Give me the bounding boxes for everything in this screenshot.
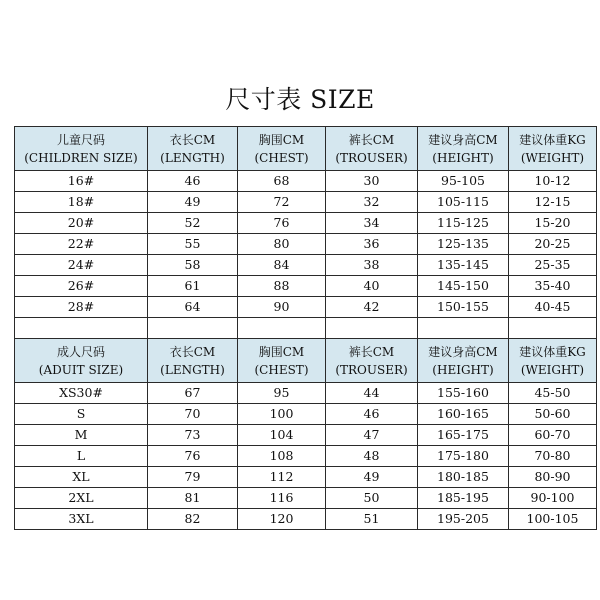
table-cell: L [15,446,148,467]
table-cell: 32 [326,192,418,213]
header-label-zh: 胸围CM [258,344,305,359]
table-cell: S [15,404,148,425]
table-cell: 150-155 [418,297,509,318]
table-cell: 115-125 [418,213,509,234]
table-row [15,404,597,425]
table-cell: 100-105 [509,509,597,530]
table-cell: 58 [148,255,238,276]
size-table [14,126,597,530]
header-label-en: (WEIGHT) [520,150,585,165]
table-cell: 35-40 [509,276,597,297]
table-cell: 80 [238,234,326,255]
header-label-zh: 裤长CM [348,344,395,359]
table-cell: 73 [148,425,238,446]
table-cell: 52 [148,213,238,234]
table-cell: XL [15,467,148,488]
table-cell: 42 [326,297,418,318]
table-cell: 25-35 [509,255,597,276]
table-cell: 180-185 [418,467,509,488]
header-label-en: (CHEST) [254,362,309,377]
table-cell: 160-165 [418,404,509,425]
table-cell: 120 [238,509,326,530]
table-cell: 90-100 [509,488,597,509]
table-cell: 165-175 [418,425,509,446]
table-cell: 49 [148,192,238,213]
header-label-en: (ADUIT SIZE) [38,362,124,377]
children-header-cell [326,127,418,171]
table-cell: 30 [326,171,418,192]
table-cell: 15-20 [509,213,597,234]
table-cell: 81 [148,488,238,509]
table-cell: 175-180 [418,446,509,467]
table-cell: 76 [148,446,238,467]
table-cell: 90 [238,297,326,318]
table-cell: 60-70 [509,425,597,446]
table-cell: 108 [238,446,326,467]
table-cell: 185-195 [418,488,509,509]
table-cell: 12-15 [509,192,597,213]
header-label-zh: 儿童尺码 [56,132,105,147]
table-cell: 48 [326,446,418,467]
table-cell: 49 [326,467,418,488]
header-label-zh: 衣长CM [169,132,216,147]
table-row [15,446,597,467]
table-row [15,509,597,530]
page-title: 尺寸表 SIZE [225,85,375,114]
table-cell: 38 [326,255,418,276]
table-row [15,255,597,276]
spacer-cell [326,318,418,339]
header-label-zh: 衣长CM [169,344,216,359]
table-cell: 20# [15,213,148,234]
header-label-en: (HEIGHT) [432,150,494,165]
table-cell: 40-45 [509,297,597,318]
header-label-en: (TROUSER) [335,150,408,165]
table-cell: 18# [15,192,148,213]
table-cell: XS30# [15,383,148,404]
header-label-en: (HEIGHT) [432,362,494,377]
table-cell: 51 [326,509,418,530]
section-spacer-row [15,318,597,339]
table-cell: 155-160 [418,383,509,404]
table-cell: 68 [238,171,326,192]
table-cell: 46 [326,404,418,425]
table-cell: 84 [238,255,326,276]
children-header-cell [15,127,148,171]
table-cell: 135-145 [418,255,509,276]
table-row [15,425,597,446]
table-cell: 44 [326,383,418,404]
table-cell: 72 [238,192,326,213]
spacer-cell [238,318,326,339]
table-row [15,213,597,234]
table-cell: 80-90 [509,467,597,488]
table-cell: 100 [238,404,326,425]
table-cell: 95 [238,383,326,404]
table-cell: 145-150 [418,276,509,297]
table-cell: 24# [15,255,148,276]
header-label-zh: 裤长CM [348,132,395,147]
table-cell: 64 [148,297,238,318]
table-cell: 10-12 [509,171,597,192]
size-table-body [15,127,597,530]
table-cell: 26# [15,276,148,297]
table-cell: 45-50 [509,383,597,404]
header-label-en: (TROUSER) [335,362,408,377]
table-row [15,192,597,213]
table-cell: 55 [148,234,238,255]
children-header-cell [148,127,238,171]
table-cell: 16# [15,171,148,192]
table-cell: 76 [238,213,326,234]
table-cell: 3XL [15,509,148,530]
table-row [15,171,597,192]
adults-header-cell [509,339,597,383]
spacer-cell [148,318,238,339]
header-label-zh: 建议体重KG [519,132,586,147]
table-cell: 82 [148,509,238,530]
table-cell: 28# [15,297,148,318]
spacer-cell [418,318,509,339]
header-label-en: (CHILDREN SIZE) [24,150,138,165]
adults-header-cell [15,339,148,383]
table-cell: 104 [238,425,326,446]
header-label-en: (LENGTH) [160,150,225,165]
table-cell: 88 [238,276,326,297]
table-cell: 112 [238,467,326,488]
table-cell: 46 [148,171,238,192]
table-cell: 105-115 [418,192,509,213]
table-cell: 70-80 [509,446,597,467]
table-row [15,467,597,488]
table-cell: 2XL [15,488,148,509]
table-cell: 116 [238,488,326,509]
table-row [15,276,597,297]
table-cell: 125-135 [418,234,509,255]
table-cell: 40 [326,276,418,297]
table-cell: 34 [326,213,418,234]
header-label-zh: 胸围CM [258,132,305,147]
adults-header-row [15,339,597,383]
header-label-en: (CHEST) [254,150,309,165]
table-cell: 95-105 [418,171,509,192]
table-cell: 22# [15,234,148,255]
table-cell: 50 [326,488,418,509]
table-cell: 20-25 [509,234,597,255]
children-header-cell [509,127,597,171]
table-row [15,488,597,509]
table-row [15,234,597,255]
children-header-row [15,127,597,171]
table-row [15,297,597,318]
header-label-zh: 建议体重KG [519,344,586,359]
adults-header-cell [148,339,238,383]
children-header-cell [418,127,509,171]
adults-header-cell [418,339,509,383]
header-label-zh: 成人尺码 [56,344,105,359]
table-cell: 195-205 [418,509,509,530]
table-cell: 61 [148,276,238,297]
table-cell: 47 [326,425,418,446]
adults-header-cell [326,339,418,383]
table-row [15,383,597,404]
spacer-cell [509,318,597,339]
spacer-cell [15,318,148,339]
header-label-zh: 建议身高CM [428,344,498,359]
children-header-cell [238,127,326,171]
header-label-zh: 建议身高CM [428,132,498,147]
header-label-en: (WEIGHT) [520,362,585,377]
header-label-en: (LENGTH) [160,362,225,377]
table-cell: 50-60 [509,404,597,425]
table-cell: 79 [148,467,238,488]
table-cell: M [15,425,148,446]
table-cell: 70 [148,404,238,425]
adults-header-cell [238,339,326,383]
table-cell: 36 [326,234,418,255]
table-cell: 67 [148,383,238,404]
